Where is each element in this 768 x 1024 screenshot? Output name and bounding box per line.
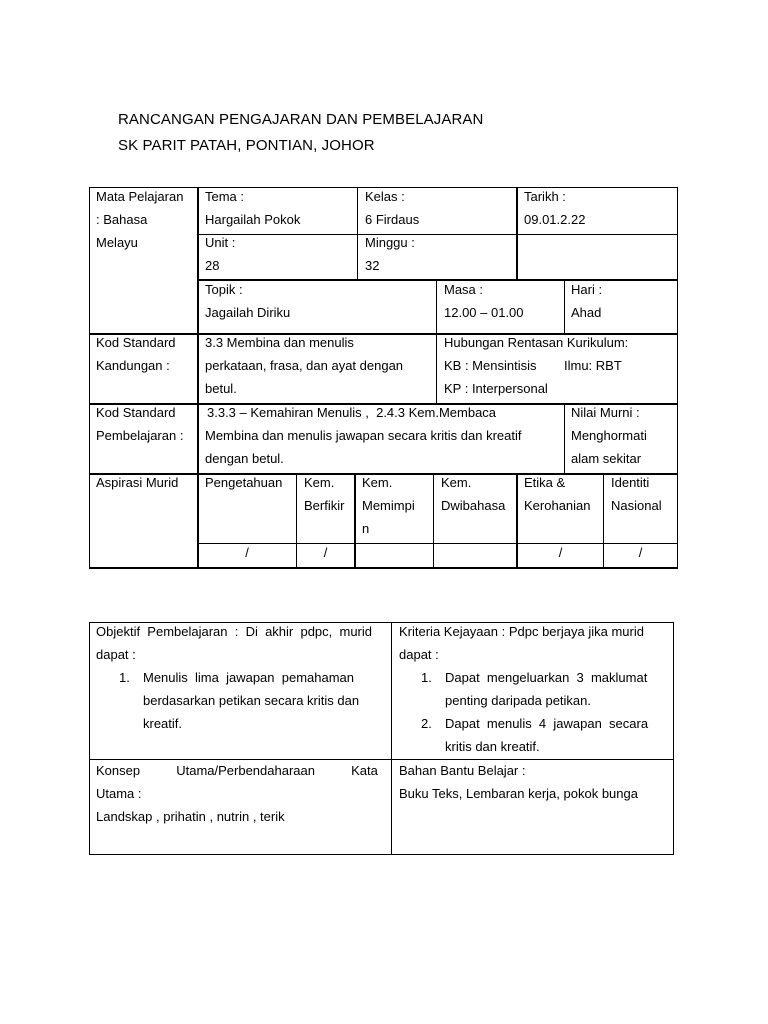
table-border: [89, 567, 678, 569]
kod-pembelajaran-label: Kod Standard: [96, 405, 176, 420]
aspirasi-memimpin: n: [362, 521, 370, 536]
nilai-text: Menghormati: [571, 428, 647, 443]
table-border: [89, 854, 674, 855]
bahan-text: Buku Teks, Lembaran kerja, pokok bunga: [399, 786, 638, 801]
topik-label: Topik :: [205, 282, 243, 297]
aspirasi-mark: /: [323, 545, 328, 560]
table-border: [677, 187, 678, 568]
kod-kandungan-text: 3.3 Membina dan menulis: [205, 335, 354, 350]
document-title: RANCANGAN PENGAJARAN DAN PEMBELAJARAN: [118, 111, 484, 128]
masa-value: 12.00 – 01.00: [444, 305, 524, 320]
kelas-label: Kelas :: [365, 189, 405, 204]
hari-label: Hari :: [571, 282, 603, 297]
konsep-heading: Utama :: [96, 786, 142, 801]
school-name: SK PARIT PATAH, PONTIAN, JOHOR: [118, 137, 375, 154]
minggu-label: Minggu :: [365, 235, 415, 250]
kelas-value: 6 Firdaus: [365, 212, 420, 227]
objektif-heading: dapat :: [96, 647, 136, 662]
aspirasi-berfikir: Berfikir: [304, 498, 345, 513]
kriteria-item: penting daripada petikan.: [445, 693, 592, 708]
kriteria-item: Dapat mengeluarkan 3 maklumat: [445, 670, 648, 685]
kriteria-heading: dapat :: [399, 647, 439, 662]
aspirasi-mark: /: [245, 545, 249, 560]
tarikh-value: 09.01.2.22: [524, 212, 586, 227]
aspirasi-nasional: Nasional: [611, 498, 662, 513]
objektif-item: kreatif.: [143, 716, 183, 731]
aspirasi-pengetahuan: Pengetahuan: [205, 475, 283, 490]
konsep-heading: Konsep Utama/Perbendaharaan Kata: [96, 763, 378, 778]
tarikh-label: Tarikh :: [524, 189, 566, 204]
mata-pelajaran-value: Melayu: [96, 235, 138, 250]
masa-label: Masa :: [444, 282, 484, 297]
list-number: 2.: [421, 716, 432, 731]
kod-kandungan-label: Kandungan :: [96, 358, 170, 373]
kod-pembelajaran-text: Membina dan menulis jawapan secara kritis dan kreatif: [205, 428, 522, 443]
kod-kandungan-text: perkataan, frasa, dan ayat dengan: [205, 358, 404, 373]
aspirasi-kerohanian: Kerohanian: [524, 498, 591, 513]
list-number: 1.: [421, 670, 432, 685]
aspirasi-memimpin: Kem.: [362, 475, 393, 490]
aspirasi-kerohanian: Etika &: [524, 475, 566, 490]
aspirasi-mark: /: [558, 545, 563, 560]
kod-kandungan-text: betul.: [205, 381, 237, 396]
objektif-item: Menulis lima jawapan pemahaman: [143, 670, 354, 685]
kriteria-item: kritis dan kreatif.: [445, 739, 540, 754]
bahan-heading: Bahan Bantu Belajar :: [399, 763, 526, 778]
kod-pembelajaran-text: dengan betul.: [205, 451, 284, 466]
table-divider: [433, 474, 434, 568]
konsep-words: Landskap , prihatin , nutrin , terik: [96, 809, 285, 824]
kriteria-item: Dapat menulis 4 jawapan secara: [445, 716, 649, 731]
aspirasi-berfikir: Kem.: [304, 475, 335, 490]
topik-value: Jagailah Diriku: [205, 305, 291, 320]
table-divider: [436, 280, 437, 334]
minggu-value: 32: [365, 258, 380, 273]
aspirasi-mark: /: [638, 545, 643, 560]
aspirasi-dwibahasa: Dwibahasa: [441, 498, 506, 513]
nilai-text: alam sekitar: [571, 451, 642, 466]
nilai-label: Nilai Murni :: [571, 405, 640, 420]
list-number: 1.: [119, 670, 130, 685]
kp-text: KP : Interpersonal: [444, 381, 548, 396]
kb-text: KB : Mensintisis: [444, 358, 537, 373]
mata-pelajaran-label: Mata Pelajaran: [96, 189, 184, 204]
aspirasi-memimpin: Memimpi: [362, 498, 415, 513]
kod-pembelajaran-text: 3.3.3 – Kemahiran Menulis , 2.4.3 Kem.Membaca: [207, 405, 497, 420]
mata-pelajaran-value: : Bahasa: [96, 212, 148, 227]
objektif-item: berdasarkan petikan secara kritis dan: [143, 693, 360, 708]
table-divider: [436, 334, 437, 404]
kod-kandungan-label: Kod Standard: [96, 335, 176, 350]
table-border: [673, 622, 674, 855]
table-divider: [391, 622, 392, 855]
unit-value: 28: [205, 258, 220, 273]
kriteria-heading: Kriteria Kejayaan : Pdpc berjaya jika murid: [399, 624, 644, 639]
hari-value: Ahad: [571, 305, 602, 320]
objektif-heading: Objektif Pembelajaran : Di akhir pdpc, murid: [96, 624, 373, 639]
tema-label: Tema :: [205, 189, 245, 204]
unit-label: Unit :: [205, 235, 236, 250]
kod-pembelajaran-label: Pembelajaran :: [96, 428, 184, 443]
ilmu-text: Ilmu: RBT: [564, 358, 622, 373]
tema-value: Hargailah Pokok: [205, 212, 301, 227]
aspirasi-label: Aspirasi Murid: [96, 475, 179, 490]
aspirasi-dwibahasa: Kem.: [441, 475, 472, 490]
aspirasi-nasional: Identiti: [611, 475, 650, 490]
hubungan-label: Hubungan Rentasan Kurikulum:: [444, 335, 629, 350]
